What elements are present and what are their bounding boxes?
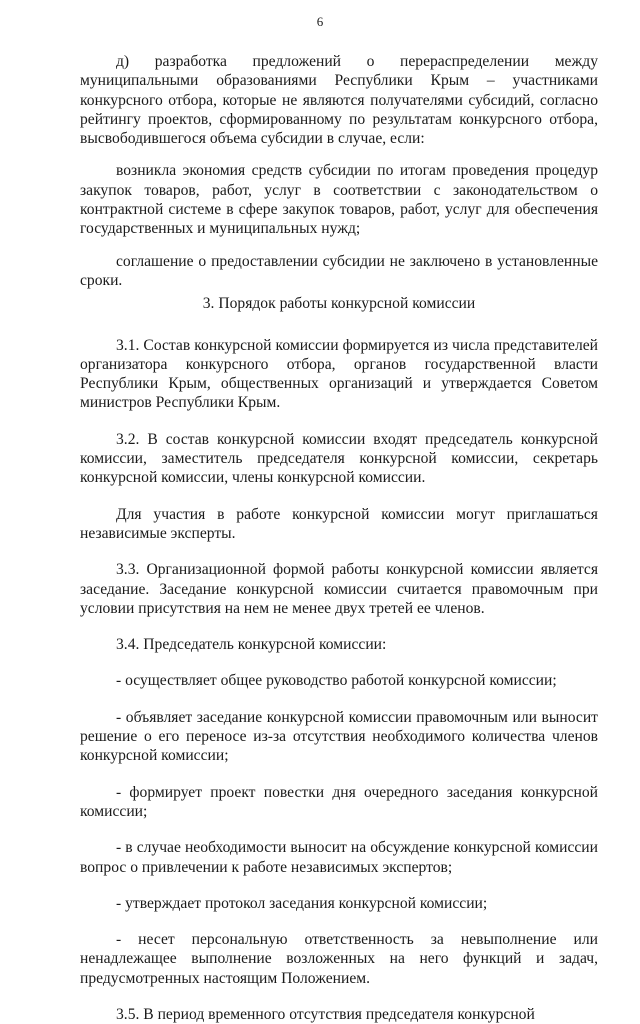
list-item-responsibility: - несет персональную ответственность за невыполнение или ненадлежащее выполнение возложенных на него функций и задач, предусмотренных настоящим Положением. [80, 931, 598, 987]
list-item-experts: - в случае необходимости выносит на обсуждение конкурсной комиссии вопрос о привлечении к работе независимых экспертов; [80, 839, 598, 876]
list-item-general-management: - осуществляет общее руководство работой конкурсной комиссии; [116, 672, 557, 690]
paragraph-3-5: 3.5. В период временного отсутствия председателя конкурсной [116, 1005, 535, 1023]
page-number: 6 [316, 14, 324, 29]
paragraph-3-4: 3.4. Председатель конкурсной комиссии: [116, 636, 387, 654]
list-item-agenda: - формирует проект повестки дня очередного заседания конкурсной комиссии; [80, 783, 598, 820]
paragraph-3-1: 3.1. Состав конкурсной комиссии формируется из числа представителей организатора конкурсного отбора, органов государственной власти Республики Крым, общественных организаций и утверждается Советом министров Республики Крым. [80, 336, 598, 412]
list-item-declare-meeting: - объявляет заседание конкурсной комиссии правомочным или выносит решение о его переносе из-за отсутствия необходимого количества членов конкурсной комиссии; [80, 708, 598, 765]
paragraph-agreement: соглашение о предоставлении субсидии не заключено в установленные сроки. [80, 252, 598, 289]
paragraph-experts: Для участия в работе конкурсной комиссии могут приглашаться независимые эксперты. [80, 505, 598, 542]
paragraph-3-2: 3.2. В состав конкурсной комиссии входят председатель конкурсной комиссии, заместитель председателя конкурсной комиссии, секретарь конкурсной комиссии, члены конкурсной комиссии. [80, 430, 598, 487]
section-heading: 3. Порядок работы конкурсной комиссии [202, 295, 476, 313]
document-body [80, 52, 598, 1024]
paragraph-3-3: 3.3. Организационной формой работы конкурсной комиссии является заседание. Заседание конкурсной комиссии считается правомочным при условии присутствия на нем не менее двух третей ее членов. [80, 561, 598, 617]
list-item-protocol: - утверждает протокол заседания конкурсной комиссии; [116, 894, 488, 912]
paragraph-d: д) разработка предложений о перераспределении между муниципальными образованиями Республики Крым – участниками конкурсного отбора, которые не являются получателями субсидий, согласно рейтингу проектов, сформированному по результатам конкурсного отбора, высвободившегося объема субсидии в случае, если: [80, 53, 598, 148]
paragraph-savings: возникла экономия средств субсидии по итогам проведения процедур закупок товаров, работ, услуг в соответствии с законодательством о контрактной системе в сфере закупок товаров, работ, услуг для обеспечения государственных и муниципальных нужд; [80, 162, 598, 238]
